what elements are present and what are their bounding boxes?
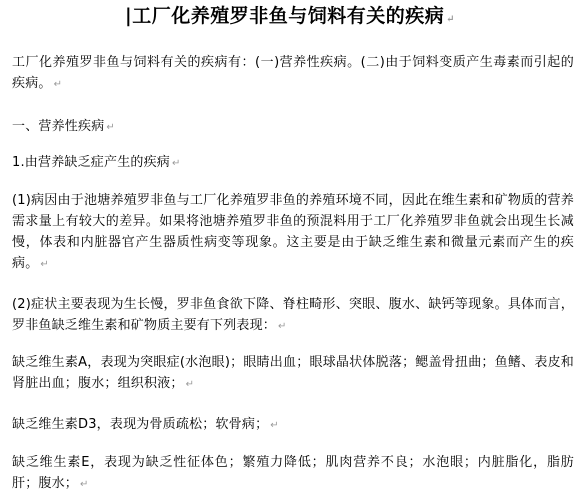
paragraph-mark-icon: ↵ — [80, 479, 89, 490]
paragraph-cause: (1)病因由于池塘养殖罗非鱼与工厂化养殖罗非鱼的养殖环境不同，因此在维生素和矿物质的营养需求量上有较大的差异。如果将池塘养殖罗非鱼的预混料用于工厂化养殖罗非鱼就会出现生长减慢，体表和内脏器官产生器质性病变等现象。这主要是由于缺乏维生素和微量元素而产生的疾病。 ↵ — [12, 193, 574, 271]
paragraph-mark-icon: ↵ — [446, 14, 456, 25]
paragraph-mark-icon: ↵ — [106, 122, 115, 133]
document-title — [0, 2, 580, 34]
paragraph-symptoms: (2)症状主要表现为生长慢，罗非鱼食欲下降、脊柱畸形、突眼、腹水、缺钙等现象。具体而言，罗非鱼缺乏维生素和矿物质主要有下列表现： ↵ — [12, 297, 574, 333]
paragraph-mark-icon: ↵ — [270, 420, 279, 431]
paragraph-vitamin-a: 缺乏维生素A，表现为突眼症(水泡眼)；眼睛出血；眼球晶状体脱落；鳃盖骨扭曲；鱼鳍、表皮和肾脏出血；腹水；组织积液； ↵ — [12, 355, 574, 391]
section-heading: 一、营养性疾病 ↵ — [12, 119, 115, 134]
paragraph-mark-icon: ↵ — [185, 379, 195, 390]
paragraph-mark-icon: ↵ — [40, 259, 49, 270]
paragraph-vitamin-d3: 缺乏维生素D3，表现为骨质疏松；软骨病； ↵ — [12, 417, 279, 432]
paragraph-mark-icon: ↵ — [278, 321, 287, 332]
subsection-heading: 1.由营养缺乏症产生的疾病 ↵ — [12, 155, 181, 170]
paragraph-vitamin-e: 缺乏维生素E，表现为缺乏性征体色；繁殖力降低；肌肉营养不良；水泡眼；内脏脂化，脂肪肝；腹水； ↵ — [12, 455, 574, 491]
paragraph-mark-icon: ↵ — [53, 79, 63, 90]
title-text: |工厂化养殖罗非鱼与饲料有关的疾病 — [124, 5, 445, 27]
paragraph-mark-icon: ↵ — [172, 158, 181, 169]
paragraph-intro: 工厂化养殖罗非鱼与饲料有关的疾病有：(一)营养性疾病。(二)由于饲料变质产生毒素而引起的疾病。 ↵ — [12, 55, 574, 91]
